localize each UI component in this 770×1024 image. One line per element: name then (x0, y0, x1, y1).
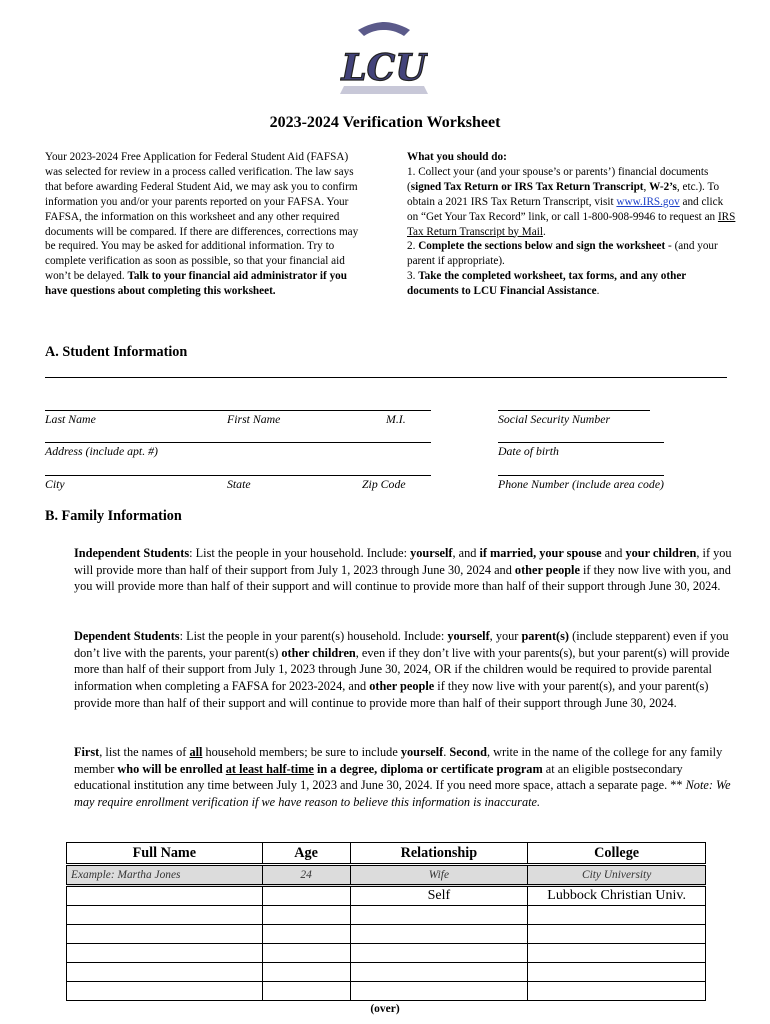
dependent-bold-parents: parent(s) (521, 629, 570, 643)
example-row (67, 865, 706, 886)
cell-college[interactable]: Lubbock Christian Univ. (528, 886, 706, 906)
intro-text: Your 2023-2024 Free Application for Federal Student Aid (FAFSA) was selected for review in a process called verification. The law says that before awarding Federal Student Aid, we may ask you to confirm information you and/or your parents reported on your FAFSA. Your FAFSA, the information on this worksheet and any other required documents will be compared. If there are differences, corrections may be required. You may be asked for additional information. Try to complete verification as soon as possible, so that your financial aid won’t be delayed. (45, 151, 359, 283)
rule-top (45, 377, 727, 378)
step1-comma: , (643, 180, 650, 193)
section-b-heading: B. Family Information (45, 508, 182, 524)
dependent-text-2: , your (489, 629, 522, 643)
cell-relationship[interactable] (350, 963, 528, 982)
independent-heading: Independent Students (74, 546, 190, 560)
cell-college[interactable] (528, 925, 706, 944)
step3-number: 3. (407, 270, 419, 283)
zip-label: Zip Code (362, 477, 406, 491)
step3-bold: Take the completed worksheet, tax forms, and any other documents to LCU Financial Assistance (407, 270, 687, 298)
household-members-table (66, 842, 706, 1001)
table-row (67, 944, 706, 963)
logo-text: LCU (341, 47, 427, 89)
header-age: Age (262, 843, 350, 865)
city-field-line[interactable] (45, 475, 431, 476)
cell-full-name[interactable] (67, 886, 263, 906)
mi-label: M.I. (386, 412, 406, 426)
header-college: College (528, 843, 706, 865)
cell-full-name[interactable] (67, 906, 263, 925)
phone-field-line[interactable] (498, 475, 664, 476)
step1-text-2: , etc.). To obtain a 2021 IRS Tax Return Transcript, visit (407, 180, 720, 208)
instructions-paragraph (74, 744, 732, 811)
what-to-do-block (407, 150, 737, 299)
instructions-second: Second (449, 745, 487, 759)
instructions-note: Note: We may require enrollment verification if we have reason to believe this information is inaccurate. (74, 778, 731, 810)
header-full-name: Full Name (67, 843, 263, 865)
step1-bold-w2: W-2’s (649, 180, 677, 193)
ssn-label: Social Security Number (498, 412, 611, 426)
independent-text-1: : List the people in your household. Include: (189, 546, 411, 560)
irs-link[interactable]: www.IRS.gov (616, 195, 680, 208)
step1-bold-docs: signed Tax Return or IRS Tax Return Transcript (410, 180, 644, 193)
example-relationship: Wife (350, 865, 528, 886)
cell-full-name[interactable] (67, 963, 263, 982)
instructions-text-3: . (443, 745, 450, 759)
address-label: Address (include apt. #) (45, 444, 158, 458)
cell-college[interactable] (528, 906, 706, 925)
step1-period: . (542, 225, 546, 238)
header-relationship: Relationship (350, 843, 528, 865)
dependent-text-3: (include stepparent) even if you don’t live with the parents, your parent(s) (74, 629, 729, 660)
instructions-text-5: at an eligible postsecondary educational institution any time between July 1, 2023 and June 30, 2024. If you need more space, attach a separate page. ** (74, 761, 686, 793)
instructions-text-4: , write in the name of the college for any family member (74, 745, 723, 776)
step3-period: . (596, 285, 600, 298)
independent-bold-yourself: yourself (410, 546, 453, 560)
dependent-bold-other: other people (369, 679, 435, 694)
cell-college[interactable] (528, 963, 706, 982)
document-title: 2023-2024 Verification Worksheet (269, 114, 501, 131)
example-age: 24 (262, 865, 350, 886)
table-row (67, 925, 706, 944)
cell-age[interactable] (262, 925, 350, 944)
name-field-line[interactable] (45, 410, 431, 411)
independent-text-4: , if you will provide more than half of their support from July 1, 2023 through June 30, 2024 and (74, 546, 732, 577)
instructions-enrolled: who will be enrolled (117, 761, 226, 776)
example-college: City University (528, 865, 706, 886)
table-row (67, 906, 706, 925)
step1-underlined: IRS Tax Return Transcript by Mail (407, 210, 736, 238)
phone-label: Phone Number (include area code) (498, 477, 664, 491)
state-label: State (227, 477, 251, 491)
independent-bold-spouse: if married, your spouse (479, 546, 602, 560)
city-label: City (45, 477, 65, 491)
cell-age[interactable] (262, 886, 350, 906)
step2-number: 2. (407, 240, 419, 253)
step1-text-3: and click on “Get Your Tax Record” link, or call 1-800-908-9946 to request an (407, 195, 724, 223)
intro-bold-text: Talk to your financial aid administrator if you have questions about completing this worksheet. (45, 270, 347, 298)
dob-label: Date of birth (498, 444, 559, 458)
table-row (67, 886, 706, 906)
dob-field-line[interactable] (498, 442, 664, 443)
step1-text: 1. Collect your (and your spouse’s or parents’) financial documents ( (407, 165, 709, 193)
instructions-text-1: , list the names of (99, 745, 190, 759)
lcu-logo (340, 22, 428, 98)
what-to-do-heading: What you should do: (407, 151, 507, 163)
cell-age[interactable] (262, 982, 350, 1001)
table-header-row (67, 843, 706, 865)
instructions-first: First (74, 745, 100, 759)
example-name: Example: Martha Jones (67, 865, 263, 886)
dependent-students-paragraph (74, 628, 732, 712)
dependent-text-1: : List the people in your parent(s) household. Include: (179, 629, 448, 643)
cell-college[interactable] (528, 982, 706, 1001)
independent-bold-children: your children (625, 546, 697, 560)
section-a-heading: A. Student Information (45, 344, 188, 360)
step2-text: - (and your parent if appropriate). (407, 240, 718, 268)
intro-paragraph (45, 150, 365, 299)
independent-text-2: , and (452, 546, 480, 560)
instructions-yourself: yourself (400, 745, 444, 759)
independent-text-3: and (601, 546, 626, 560)
cell-relationship[interactable] (350, 944, 528, 963)
dependent-bold-yourself: yourself (447, 629, 490, 643)
cell-relationship[interactable] (350, 925, 528, 944)
cell-age[interactable] (262, 944, 350, 963)
cell-full-name[interactable] (67, 982, 263, 1001)
over-page-note: (over) (370, 1003, 400, 1015)
cell-relationship[interactable] (350, 982, 528, 1001)
address-field-line[interactable] (45, 442, 431, 443)
ssn-field-line[interactable] (498, 410, 650, 411)
dependent-text-5: if they now live with your parent(s), and your parent(s) provide more than half of their support and will continue to provide more than half of their support through June 30, 2024. (74, 679, 709, 710)
instructions-half-time: at least half-time (225, 761, 314, 776)
dependent-text-4: , even if they don’t live with your parents(s), but your parent(s) will provide more than half of their support from July 1, 2023 through June 30, 2024, OR if the children would be required to provide parental information when completing a FAFSA for 2023-2024, and (74, 645, 730, 694)
independent-bold-other: other people (514, 562, 580, 577)
cell-relationship[interactable] (350, 906, 528, 925)
dependent-heading: Dependent Students (74, 629, 180, 643)
cell-age[interactable] (262, 906, 350, 925)
cell-relationship[interactable]: Self (350, 886, 528, 906)
cell-full-name[interactable] (67, 944, 263, 963)
cell-full-name[interactable] (67, 925, 263, 944)
table-row (67, 982, 706, 1001)
cell-college[interactable] (528, 944, 706, 963)
dependent-bold-children: other children (281, 645, 356, 660)
table-row (67, 963, 706, 982)
first-name-label: First Name (227, 412, 281, 426)
instructions-all: all (189, 745, 203, 759)
instructions-text-2: household members; be sure to include (202, 745, 401, 759)
last-name-label: Last Name (45, 412, 96, 426)
step2-bold: Complete the sections below and sign the worksheet (418, 240, 666, 253)
instructions-program: in a degree, diploma or certificate program (313, 761, 543, 776)
independent-students-paragraph (74, 545, 732, 595)
cell-age[interactable] (262, 963, 350, 982)
independent-text-5: if they now live with you, and you will provide more than half of their support and will continue to provide more than half of their support through June 30, 2024. (74, 562, 731, 594)
